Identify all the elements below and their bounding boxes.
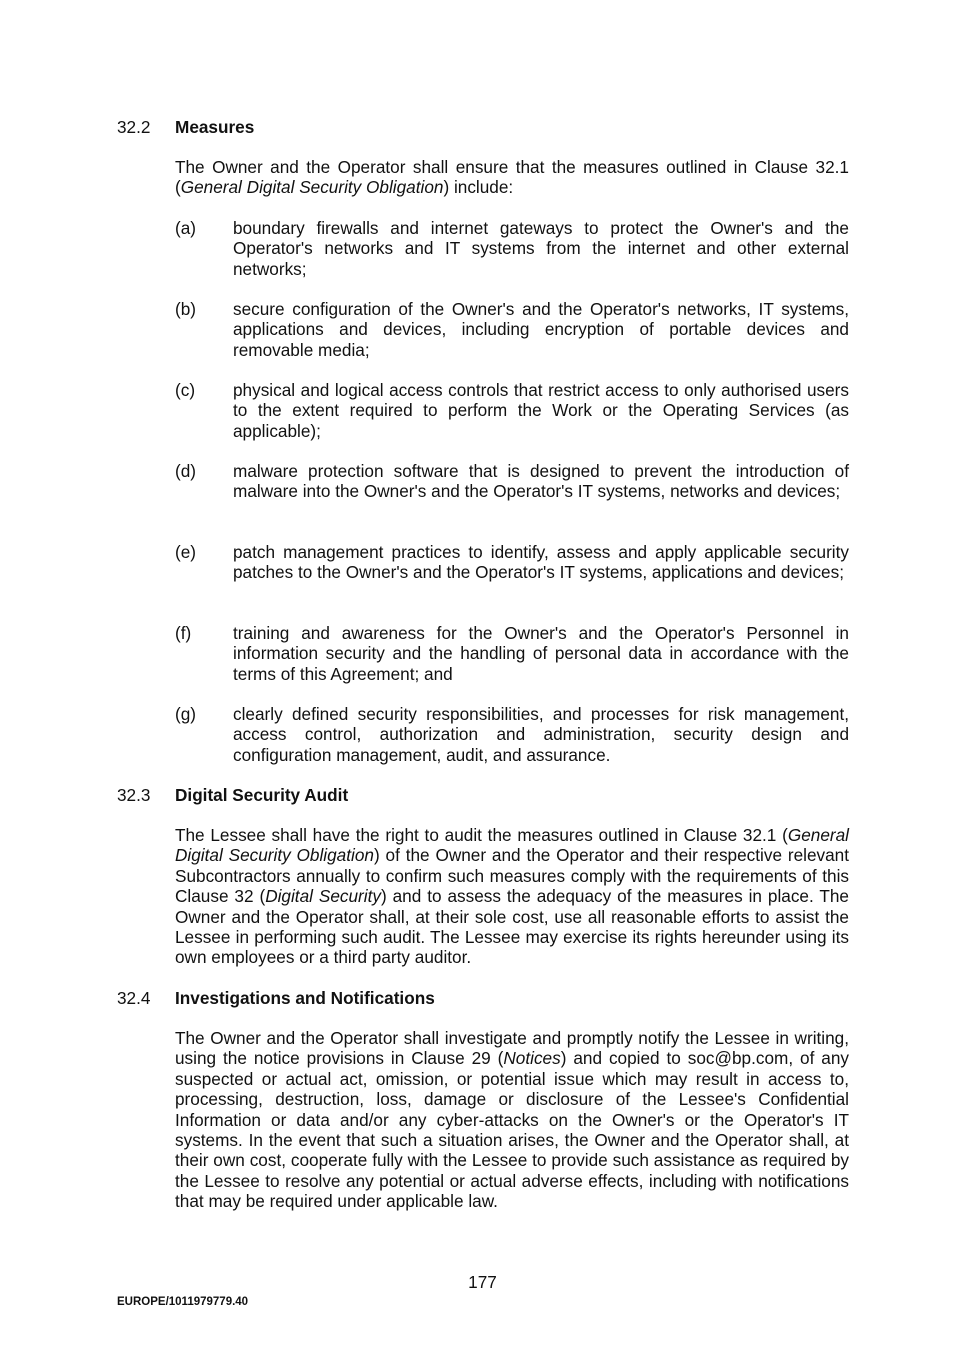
- notifications-paragraph: [175, 1028, 849, 1212]
- notifications-text: The Owner and the Operator shall investigate and promptly notify the Lessee in writing, using the notice provisions in Clause 29 (: [175, 1028, 849, 1069]
- section-heading-32-4: [117, 988, 857, 1010]
- list-item-label: (c): [175, 380, 196, 400]
- list-item-text: patch management practices to identify, assess and apply applicable security patches to the Owner's and the Operator's IT systems, applications and devices;: [233, 542, 849, 583]
- section-title: Digital Security Audit: [175, 785, 349, 805]
- list-item-text: boundary firewalls and internet gateways to protect the Owner's and the Operator's networks and IT systems from the internet and other external networks;: [233, 218, 849, 279]
- intro-italic-reference: General Digital Security Obligation: [180, 177, 444, 198]
- list-item-text: clearly defined security responsibilities, and processes for risk management, access control, authorization and administration, security design and configuration management, audit, and assurance.: [233, 704, 849, 765]
- intro-text-end: ) include:: [443, 177, 514, 198]
- list-item-text: secure configuration of the Owner's and the Operator's networks, IT systems, applications and devices, including encryption of portable devices and removable media;: [233, 299, 849, 360]
- list-item-text: training and awareness for the Owner's and the Operator's Personnel in information security and the handling of personal data in accordance with the terms of this Agreement; and: [233, 623, 849, 684]
- section-number: 32.3: [117, 785, 151, 805]
- footer-document-reference: EUROPE/1011979779.40: [117, 1296, 249, 1308]
- section-title: Investigations and Notifications: [175, 988, 435, 1008]
- list-item-label: (g): [175, 704, 197, 724]
- notifications-text: ) and copied to soc@bp.com, of any suspected or actual act, omission, or potential issue which may result in access to, processing, destruction, loss, damage or disclosure of the Lessee's Confidential Information or data and/or any cyber-attacks on the Owner's or the Operator's IT systems. In the event that such a situation arises, the Owner and the Operator shall, at their own cost, cooperate fully with the Lessee to provide such assistance as required by the Lessee to resolve any potential or actual adverse effects, including with notifications that may be required under applicable law.: [175, 1048, 849, 1212]
- list-item-label: (a): [175, 218, 197, 238]
- audit-paragraph: [175, 825, 849, 968]
- list-item-text: physical and logical access controls that restrict access to only authorised users to the extent required to perform the Work or the Operating Services (as applicable);: [233, 380, 849, 441]
- audit-italic-reference: Digital Security: [265, 886, 381, 907]
- section-title: Measures: [175, 117, 255, 137]
- section-number: 32.2: [117, 117, 151, 137]
- audit-text: ) and to assess the adequacy of the measures in place. The Owner and the Operator shall, at their sole cost, use all reasonable efforts to assist the Lessee in performing such audit. The Lessee may exercise its rights hereunder using its own employees or a third party auditor.: [175, 886, 849, 968]
- list-item-label: (d): [175, 461, 197, 481]
- list-item-label: (b): [175, 299, 197, 319]
- section-intro-paragraph: [175, 157, 849, 198]
- page-number: 177: [468, 1272, 497, 1292]
- section-heading-32-2: [117, 117, 857, 139]
- audit-text: The Lessee shall have the right to audit the measures outlined in Clause 32.1 (: [175, 825, 788, 845]
- audit-text: ) of the Owner and the Operator and their respective relevant Subcontractors annually to confirm such measures comply with the requirements of this Clause 32 (: [175, 845, 849, 907]
- list-item-label: (e): [175, 542, 197, 562]
- intro-text: The Owner and the Operator shall ensure that the measures outlined in Clause 32.1 (: [175, 157, 849, 198]
- audit-italic-reference: General Digital Security Obligation: [175, 825, 849, 866]
- list-item-label: (f): [175, 623, 192, 643]
- section-heading-32-3: [117, 785, 857, 807]
- list-item-text: malware protection software that is designed to prevent the introduction of malware into the Owner's and the Operator's IT systems, networks and devices;: [233, 461, 849, 502]
- notifications-italic-reference: Notices: [503, 1048, 561, 1069]
- section-number: 32.4: [117, 988, 151, 1008]
